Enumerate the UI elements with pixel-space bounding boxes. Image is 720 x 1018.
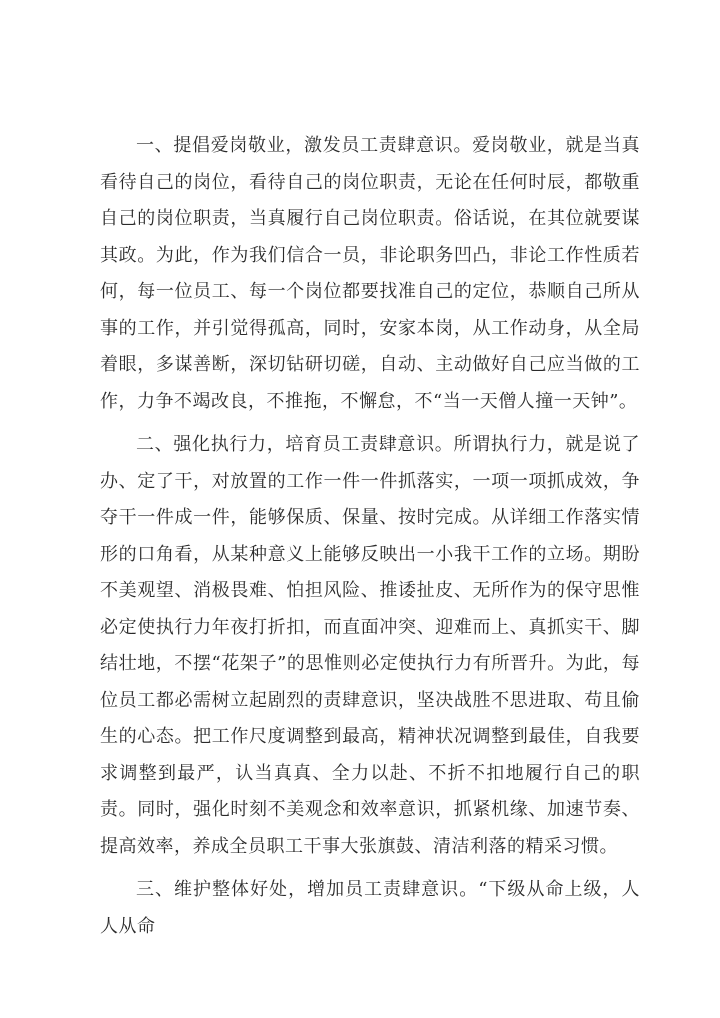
paragraph-3: 三、维护整体好处，增加员工责肆意识。“下级从命上级，人人从命 <box>100 879 640 937</box>
paragraph-1: 一、提倡爱岗敬业，激发员工责肆意识。爱岗敬业，就是当真看待自己的岗位，看待自己的岗位职责，无论在任何时辰，都敬重自己的岗位职责，当真履行自己岗位职责。俗话说，在其位就要谋其政。为此，作为我们信合一员，非论职务凹凸，非论工作性质若何，每一位员工、每一个岗位都要找准自己的定位，恭顺自己所从事的工作，并引觉得孤高，同时，安家本岗，从工作动身，从全局着眼，多谋善断，深切钻研切磋，自动、主动做好自己应当做的工作，力争不竭改良，不推拖，不懈怠，不“当一天僧人撞一天钟”。 <box>100 135 640 412</box>
paragraph-2: 二、强化执行力，培育员工责肆意识。所谓执行力，就是说了办、定了干，对放置的工作一件一件抓落实，一项一项抓成效，争夺干一件成一件，能够保质、保量、按时完成。从详细工作落实情形的口角看，从某种意义上能够反映出一小我干工作的立场。期盼不美观望、消极畏难、怕担风险、推诿扯皮、无所作为的保守思惟必定使执行力年夜打折扣，而直面冲突、迎难而上、真抓实干、脚结壮地，不摆“花架子”的思惟则必定使执行力有所晋升。为此，每位员工都必需树立起剧烈的责肆意识，坚决战胜不思进取、苟且偷生的心态。把工作尺度调整到最高，精神状况调整到最佳，自我要求调整到最严，认当真真、全力以赴、不折不扣地履行自己的职责。同时，强化时刻不美观念和效率意识，抓紧机缘、加速节奏、提高效率，养成全员职工干事大张旗鼓、清洁利落的精采习惯。 <box>100 434 640 857</box>
document-body <box>100 128 640 952</box>
